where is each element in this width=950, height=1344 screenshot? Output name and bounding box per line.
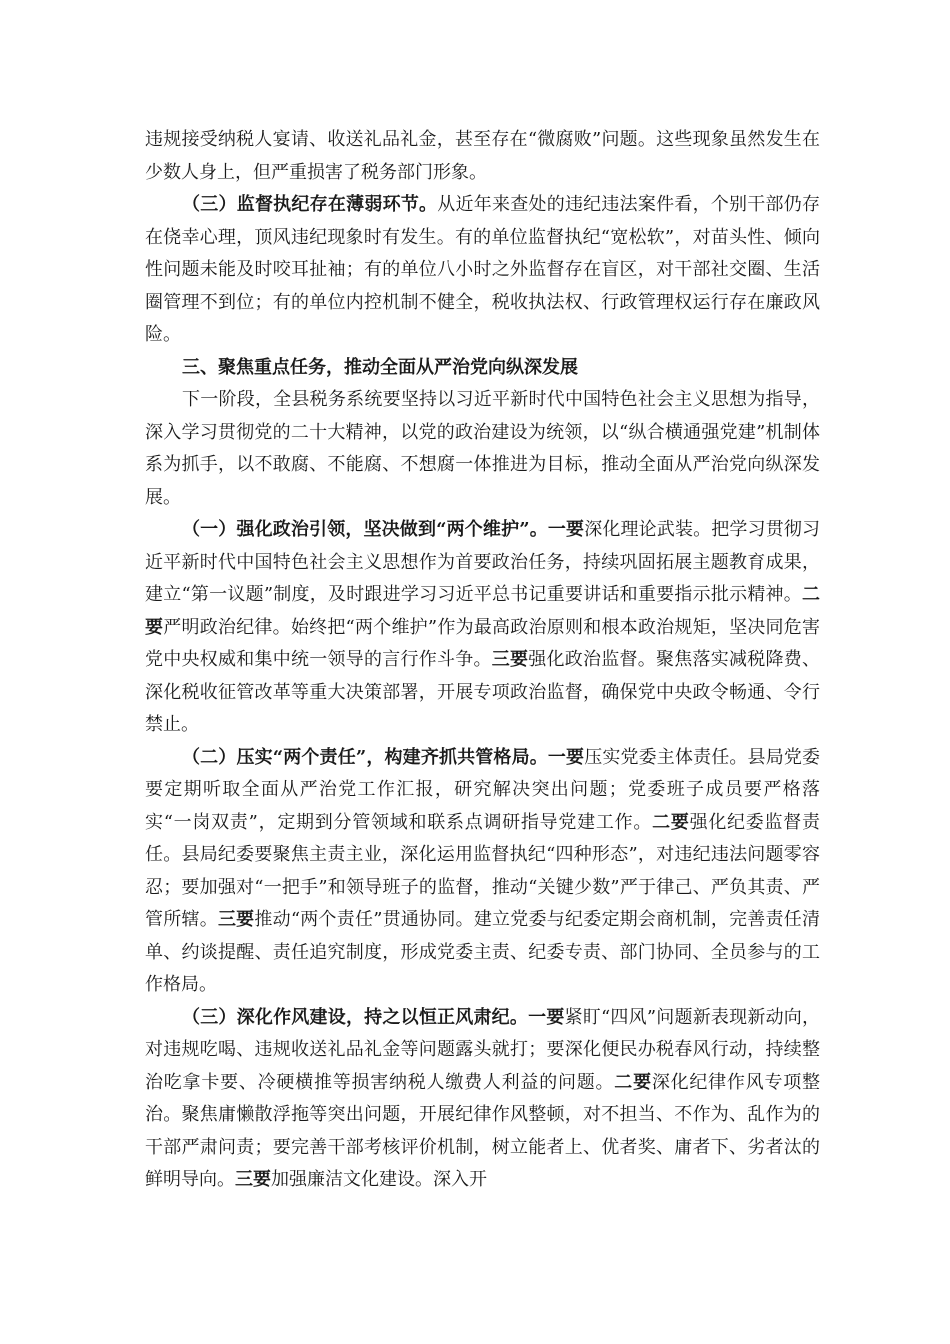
text-run: 违规接受纳税人宴请、收送礼品礼金，甚至存在“微腐败”问题。这些现象虽然发生在少数人身上，但严重损害了税务部门形象。 xyxy=(145,129,820,183)
section-title-run: （三）监督执纪存在薄弱环节。 xyxy=(182,194,438,215)
text-run: 深化理论武装。把学习贯彻习近平新时代中国特色社会主义思想作为首要政治任务，持续巩固拓展主题教育成果，建立“第一议题”制度，及时跟进学习习近平总书记重要讲话和重要指示批示精神。 xyxy=(145,519,820,605)
text-run: 严明政治纪律。始终把“两个维护”作为最高政治原则和根本政治规矩，坚决同危害党中央权威和集中统一领导的言行作斗争。 xyxy=(145,616,820,670)
emphasis-run: 二要 xyxy=(652,811,690,833)
text-run: 下一阶段，全县税务系统要坚持以习近平新时代中国特色社会主义思想为指导，深入学习贯彻党的二十大精神，以党的政治建设为统领，以“纵合横通强党建”机制体系为抓手，以不敢腐、不能腐、不想腐一体推进为目标，推动全面从严治党向纵深发展。 xyxy=(145,389,820,508)
paragraph-5 xyxy=(145,514,820,742)
paragraph-6 xyxy=(145,742,820,1002)
paragraph-2 xyxy=(145,189,820,352)
text-run: 压实党委主体责任。县局党委要定期听取全面从严治党工作汇报，研究解决突出问题；党委班子成员要严格落实“一岗双责”，定期到分管领域和联系点调研指导党建工作。 xyxy=(145,746,820,833)
paragraph-7 xyxy=(145,1002,820,1197)
text-run: 从近年来查处的违纪违法案件看，个别干部仍存在侥幸心理，顶风违纪现象时有发生。有的单位监督执纪“宽松软”，对苗头性、倾向性问题未能及时咬耳扯袖；有的单位八小时之外监督存在盲区，对干部社交圈、生活圈管理不到位；有的单位内控机制不健全，税收执法权、行政管理权运行存在廉政风险。 xyxy=(145,194,821,345)
section-title-run: （一）强化政治引领，坚决做到“两个维护”。一要 xyxy=(182,519,585,540)
section-heading xyxy=(145,352,820,385)
emphasis-run: 三要 xyxy=(217,909,255,930)
paragraph-4 xyxy=(145,384,820,514)
emphasis-run: 三要 xyxy=(235,1169,271,1190)
emphasis-run: 三要 xyxy=(491,649,529,670)
paragraph-1 xyxy=(145,124,820,189)
text-run: 紧盯“四风”问题新表现新动向，对违规吃喝、违规收送礼品礼金等问题露头就打；要深化便民办税春风行动，持续整治吃拿卡要、冷硬横推等损害纳税人缴费人利益的问题。 xyxy=(145,1006,821,1093)
text-run: 加强廉洁文化建设。深入开 xyxy=(271,1169,487,1190)
text-run: 强化政治监督。聚焦落实减税降费、深化税收征管改革等重大决策部署，开展专项政治监督，确保党中央政令畅通、令行禁止。 xyxy=(145,649,820,735)
emphasis-run: 二要 xyxy=(145,584,820,638)
emphasis-run: 二要 xyxy=(614,1071,652,1093)
heading-text: 三、聚焦重点任务，推动全面从严治党向纵深发展 xyxy=(182,356,578,378)
document-page xyxy=(145,124,820,1197)
text-run: 强化纪委监督责任。县局纪委要聚焦主责主业，深化运用监督执纪“四种形态”，对违纪违法问题零容忍；要加强对“一把手”和领导班子的监督，推动“关键少数”严于律己、严负其责、严管所辖。 xyxy=(145,811,821,930)
section-title-run: （三）深化作风建设，持之以恒正风肃纪。一要 xyxy=(182,1006,565,1028)
text-run: 深化纪律作风专项整治。聚焦庸懒散浮拖等突出问题，开展纪律作风整顿，对不担当、不作为、乱作为的干部严肃问责；要完善干部考核评价机制，树立能者上、优者奖、庸者下、劣者汰的鲜明导向。 xyxy=(145,1071,821,1190)
section-title-run: （二）压实“两个责任”，构建齐抓共管格局。一要 xyxy=(182,746,585,768)
text-run: 推动“两个责任”贯通协同。建立党委与纪委定期会商机制，完善责任清单、约谈提醒、责任追究制度，形成党委主责、纪委专责、部门协同、全员参与的工作格局。 xyxy=(145,909,821,995)
